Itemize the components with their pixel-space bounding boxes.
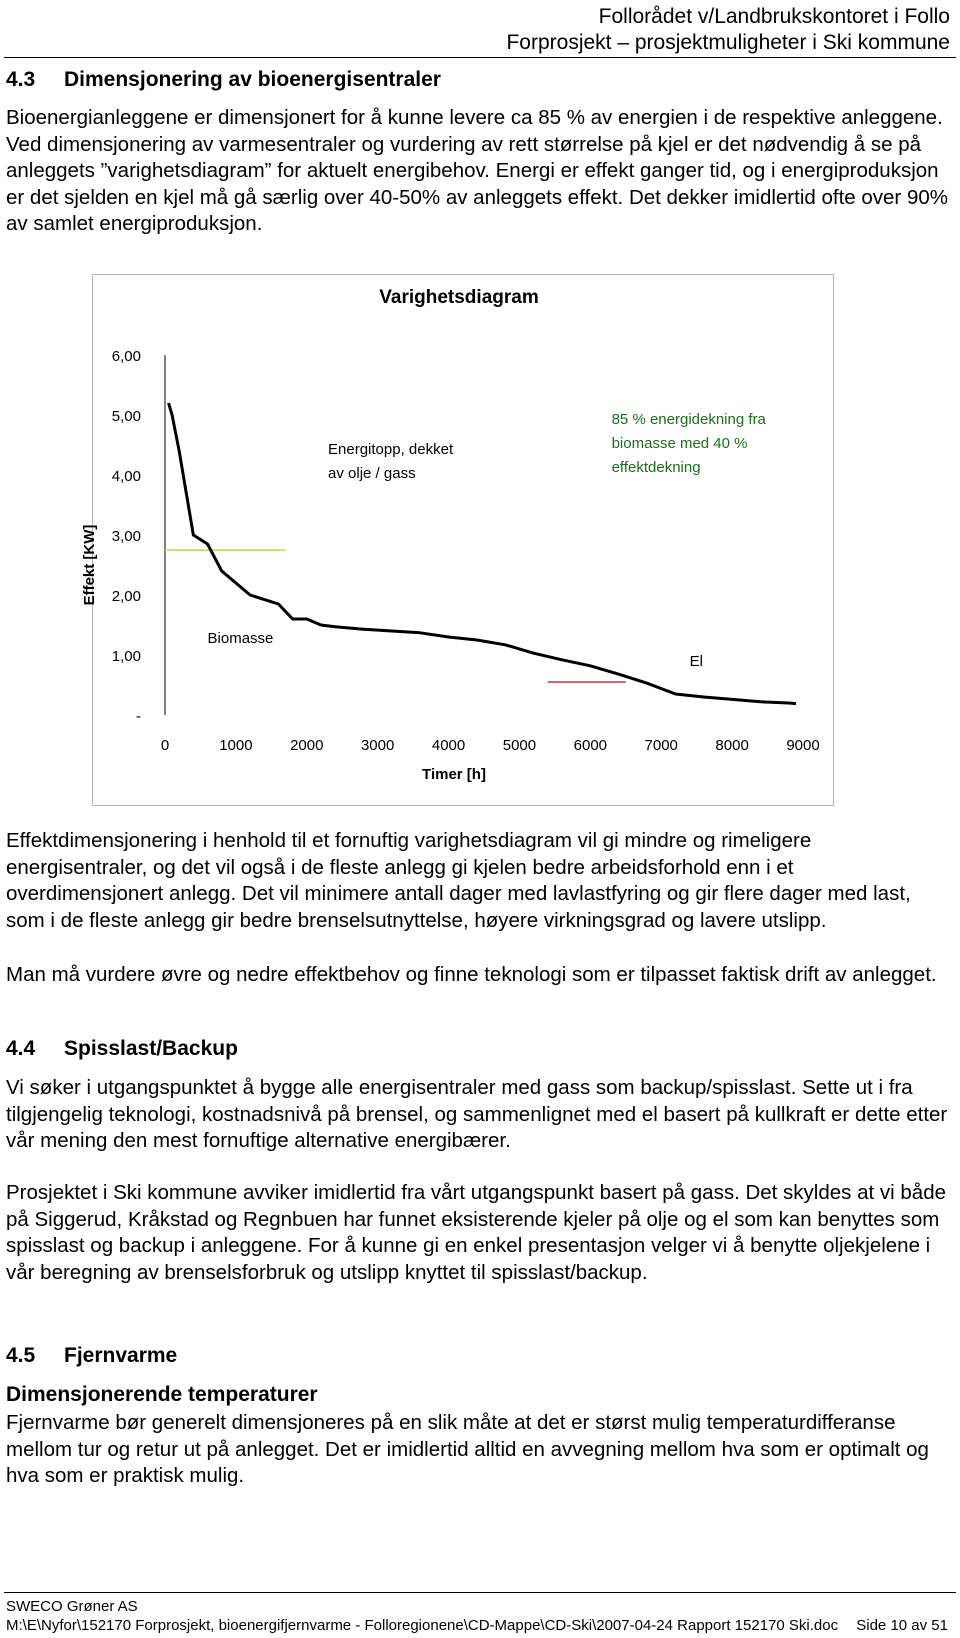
section-number: 4.5 [6,1344,36,1367]
x-tick-label: 6000 [573,737,608,754]
chart-annotation: El [689,652,703,670]
section-4-4-paragraph-2: Prosjektet i Ski kommune avviker imidlertid fra vårt utgangspunkt basert på gass. Det skyldes at vi både på Siggerud, Kråkstad og Regnbuen har funnet eksisterende kjeler på olje og el som kan benyttes som spisslast og backup i anleggene. For å kunne gi en enkel presentasjon velger vi å benytte oljekjelene i vår beregning av brenselsforbruk og utslipp knyttet til spisslast/backup. [6,1181,947,1284]
section-4-4-heading [6,1037,238,1061]
x-tick-label: 4000 [431,737,466,754]
footer-page-number: Side 10 av 51 [856,1617,948,1634]
footer-divider [4,1592,956,1593]
section-title: Spisslast/Backup [64,1037,238,1060]
x-tick-label: 9000 [786,737,820,754]
x-tick-label: 1000 [219,737,253,754]
x-tick-label: 3000 [360,737,395,754]
section-4-5-heading [6,1344,177,1368]
section-4-3-paragraph-3: Man må vurdere øvre og nedre effektbehov og finne teknologi som er tilpasset faktisk drift av anlegget. [6,963,937,986]
section-4-3-paragraph-1: Bioenergianleggene er dimensjonert for å kunne levere ca 85 % av energien i de respektive anleggene. Ved dimensjonering av varmesentraler og vurdering av rett størrelse på kjel er det nødvendig å se på anleggets ”varighetsdiagram” for aktuelt energibehov. Energi er effekt ganger tid, og i energiproduksjon er det sjelden en kjel må gå særlig over 40-50% av anleggets effekt. Det dekker imidlertid ofte over 90% av samlet energiproduksjon. [6,106,948,235]
section-4-5-paragraph-1: Fjernvarme bør generelt dimensjoneres på en slik måte at det er størst mulig temperaturdifferanse mellom tur og retur ut på anlegget. Det er imidlertid alltid en avvegning mellom hva som er optimalt og hva som er praktisk mulig. [6,1411,929,1487]
chart-annotation: av olje / gass [328,465,416,482]
section-4-5-subtitle: Dimensjonerende temperaturer [6,1383,318,1406]
section-number: 4.3 [6,68,36,91]
x-tick-label: 7000 [644,737,678,754]
chart-annotation: Energitopp, dekket [328,441,454,458]
y-tick-label: 3,00 [111,528,141,545]
header-line-1: Follorådet v/Landbrukskontoret i Follo [598,5,950,28]
y-axis-label: Effekt [KW] [81,524,98,606]
header-divider [4,57,956,58]
section-4-3-heading [6,68,441,92]
section-title: Fjernvarme [64,1344,178,1367]
chart-annotation: effektdekning [611,459,701,476]
y-tick-label: 6,00 [111,348,141,365]
x-tick-label: 0 [160,737,170,754]
chart-svg [81,275,833,805]
header-line-2: Forprosjekt – prosjektmuligheter i Ski kommune [506,31,950,54]
x-axis-label: Timer [h] [422,766,486,783]
chart-annotation: 85 % energidekning fra [611,411,766,428]
y-tick-label: 4,00 [111,468,141,485]
y-tick-label: 1,00 [111,648,141,665]
section-4-3-paragraph-2: Effektdimensjonering i henhold til et fornuftig varighetsdiagram vil gi mindre og rimeligere energisentraler, og det vil også i de fleste anlegg gi kjelen bedre arbeidsforhold enn i et overdimensjonert anlegg. Det vil minimere antall dager med lavlastfyring og gir flere dager med last, som i de fleste anlegg gir bedre brenselsutnyttelse, høyere virkningsgrad og lavere utslipp. [6,829,911,932]
y-tick-label: - [136,708,141,725]
x-tick-label: 8000 [715,737,749,754]
chart-annotation: biomasse med 40 % [611,435,748,452]
section-title: Dimensjonering av bioenergisentraler [64,68,441,91]
footer-company: SWECO Grøner AS [6,1598,138,1615]
y-tick-label: 5,00 [111,408,141,425]
x-tick-label: 2000 [290,737,324,754]
section-number: 4.4 [6,1037,36,1060]
chart-title: Varighetsdiagram [379,287,539,308]
page-header [506,4,950,56]
x-tick-label: 5000 [502,737,537,754]
section-4-4-paragraph-1: Vi søker i utgangspunktet å bygge alle energisentraler med gass som backup/spisslast. Sette ut i fra tilgjengelig teknologi, kostnadsnivå på brensel, og sammenlignet med el basert på kullkraft er dette etter vår mening den mest fornuftige alternative energibærer. [6,1076,948,1152]
footer-file-path: M:\E\Nyfor\152170 Forprosjekt, bioenergifjernvarme - Folloregionene\CD-Mappe\CD-Ski\2007-04-24 Rapport 152170 Ski.doc [6,1617,839,1634]
y-tick-label: 2,00 [111,588,141,605]
duration-chart [81,274,834,806]
chart-annotation: Biomasse [207,630,274,647]
